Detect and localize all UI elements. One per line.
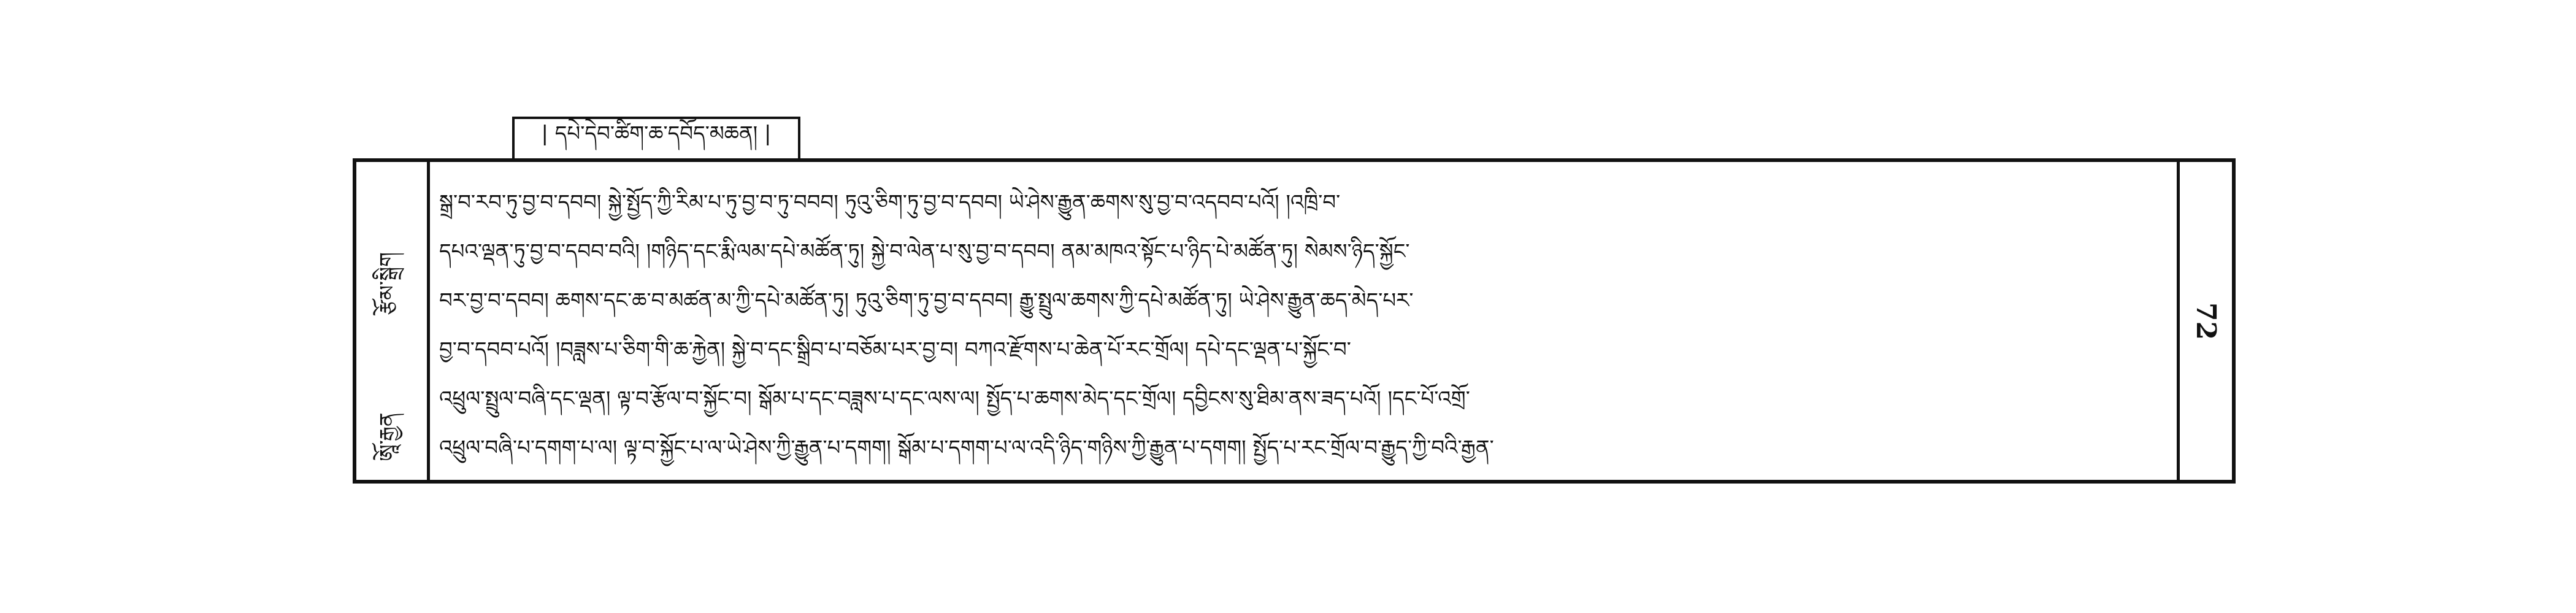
left-margin-title-bottom: ཨཱོ་རྒྱན (375, 412, 400, 461)
folio-body-text (439, 168, 2168, 474)
folio-title-text: | དཔེ་དེབ་ཚིག་ཆ་དབོད་མཆན། | (541, 121, 772, 146)
text-line (439, 315, 2168, 364)
text-line (439, 217, 2168, 266)
script-line (439, 277, 2168, 313)
text-line (439, 168, 2168, 217)
script-line-text: བྱ་བ་དབབ་པའོ། །བཟླས་པ་ཅིག་གི་ཆ་རྐྱེན། སྐྱེ་བ་དང་སྒྲིབ་པ་བཅོམ་པར་བྱ་བ། བཀའ་རྫོགས་པ་ཆེན་པོ་རང་གྲོལ། དཔེ་དང་ལྡན་པ་སྐྱོང་བ་ (439, 337, 1351, 362)
script-line-text: འཕྲུལ་སྤྲུལ་བཞི་དང་ལྡན། ལྟ་བ་རྩོལ་བ་སྐྱོང་བ། སྒོམ་པ་དང་བཟླས་པ་དང་ལས་ལ། སྤྱོད་པ་ཆགས་མེད་དང་གྲོལ། དབྱིངས་སུ་ཐིམ་ནས་ཟད་པའོ། །དང་པོ་འགྲོ་ (439, 387, 1470, 411)
folio-frame (353, 158, 2236, 484)
text-line (439, 266, 2168, 315)
script-line (439, 424, 2168, 460)
script-line-text: འཕྲུལ་བཞི་པ་དགག་པ་ལ། ལྟ་བ་སྐྱོང་པ་ལ་ཡེ་ཤེས་ཀྱི་རྒྱུན་པ་དགག། སྒོམ་པ་དགག་པ་ལ་འདི་ཉིད་གཉིས་ཀྱི་རྒྱུན་པ་དགག། སྤྱོད་པ་རང་གྲོལ་བ་རྒྱུད་ཀྱི་བའི་རྒྱན་ (439, 436, 1494, 460)
left-margin (356, 162, 430, 480)
text-line (439, 414, 2168, 463)
script-line (439, 375, 2168, 411)
script-line (439, 228, 2168, 264)
script-line (439, 326, 2168, 362)
left-margin-title-top: རྩོམ་སྒྲིག (375, 252, 400, 315)
folio-title-tab (512, 117, 800, 160)
right-margin (2177, 162, 2232, 480)
script-line-text: བར་བྱ་བ་དབབ། ཆགས་དང་ཆ་བ་མཚན་མ་ཀྱི་དཔེ་མཚོན་ཏུ། ཏུའུ་ཅིག་ཏུ་བྱ་བ་དབབ། རྒྱུ་སྤྲུལ་ཆགས་ཀྱི་དཔེ་མཚོན་ཏུ། ཡེ་ཤེས་རྒྱུན་ཆད་མེད་པར་ (439, 288, 1414, 313)
page-number: 72 (2190, 302, 2221, 340)
script-line-text: སྒྲ་བ་རབ་ཏུ་བྱ་བ་དབབ། སྐྱེ་སྤྱོད་ཀྱི་རིམ་པ་ཏུ་བྱ་བ་ཏུ་བབབ། ཏུའུ་ཅིག་ཏུ་བྱ་བ་དབབ། ཡེ་ཤེས་རྒྱུན་ཆགས་སུ་བྱ་བ་འདབབ་པའོ། །འཁྲི་བ་ (439, 190, 1341, 215)
script-line-text: དཔའ་ལྡན་ཏུ་བྱ་བ་དབབ་བའི། །གཉིད་དང་རྨི་ལམ་དཔེ་མཚོན་ཏུ། སྐྱེ་བ་ལེན་པ་སུ་བྱ་བ་དབབ། ནམ་མཁའ་སྟོང་པ་ཉིད་པེ་མཚོན་ཏུ། སེམས་ཉིད་སྐྱོང་ (439, 239, 1410, 264)
script-line (439, 179, 2168, 215)
text-line (439, 364, 2168, 414)
